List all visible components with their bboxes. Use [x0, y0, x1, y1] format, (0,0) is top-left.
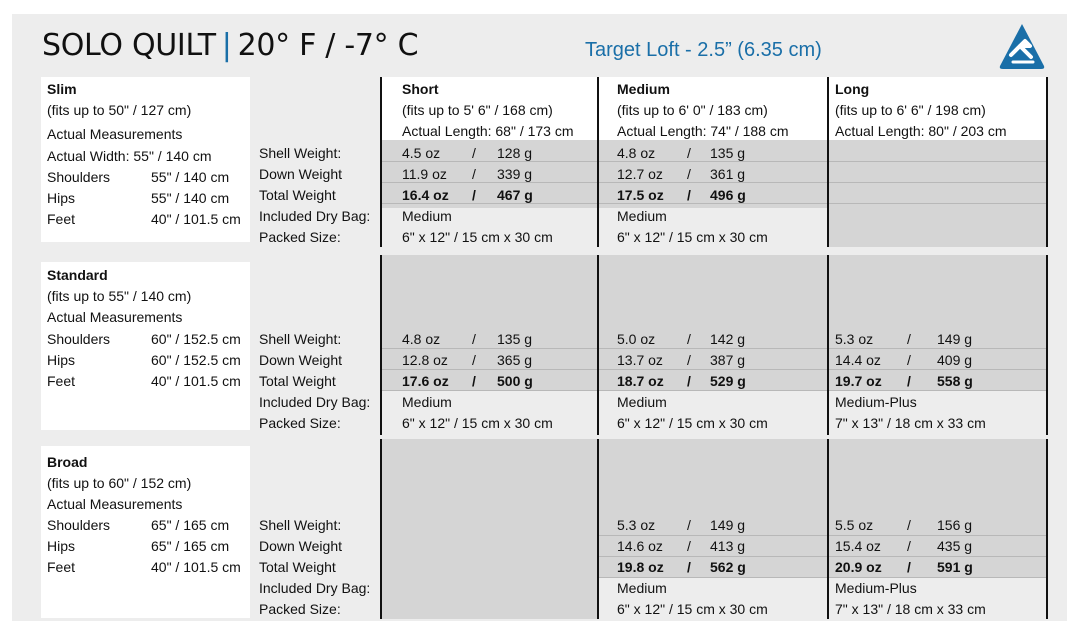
column-divider	[1046, 439, 1048, 619]
total-oz: 19.7 oz	[835, 373, 882, 389]
measure-label: Feet	[47, 559, 76, 575]
packed-size: 6" x 12" / 15 cm x 30 cm	[402, 229, 553, 245]
total-g: 500 g	[497, 373, 533, 389]
measure-label: Hips	[47, 538, 76, 554]
slash: /	[472, 352, 476, 368]
column-divider	[380, 77, 382, 247]
width-broad-name: Broad	[47, 454, 88, 470]
slim-long-cell-empty	[829, 140, 1046, 247]
shell-oz: 4.8 oz	[402, 331, 441, 347]
measure-label: Feet	[47, 373, 76, 389]
shell-oz: 5.3 oz	[835, 331, 874, 347]
down-g: 409 g	[937, 352, 973, 368]
dry-bag: Medium-Plus	[835, 580, 917, 596]
total-g: 496 g	[710, 187, 746, 203]
dry-bag: Medium	[617, 394, 667, 410]
slash: /	[472, 145, 476, 161]
down-oz: 13.7 oz	[617, 352, 663, 368]
row-rule	[382, 182, 1046, 183]
column-divider	[827, 77, 829, 247]
width-slim-actual-label: Actual Measurements	[47, 126, 183, 142]
slash: /	[472, 373, 476, 389]
dry-bag: Medium	[617, 580, 667, 596]
shell-oz: 4.5 oz	[402, 145, 441, 161]
target-loft: Target Loft - 2.5” (6.35 cm)	[585, 39, 822, 61]
measure-label: Feet	[47, 211, 76, 227]
packed-size: 6" x 12" / 15 cm x 30 cm	[617, 229, 768, 245]
width-broad-fits: (fits up to 60" / 152 cm)	[47, 475, 192, 491]
total-oz: 17.6 oz	[402, 373, 449, 389]
measure-value: 65" / 165 cm	[151, 517, 230, 533]
length-short-name: Short	[402, 81, 439, 97]
zpacks-mountain-logo-icon	[997, 22, 1047, 72]
width-broad-actual-label: Actual Measurements	[47, 496, 183, 512]
down-g: 413 g	[710, 538, 746, 554]
slash: /	[907, 538, 911, 554]
column-divider	[380, 439, 382, 619]
total-oz: 18.7 oz	[617, 373, 664, 389]
dry-bag: Medium-Plus	[835, 394, 917, 410]
slash: /	[687, 538, 691, 554]
row-rule	[382, 369, 1046, 370]
row-label-total: Total Weight	[259, 373, 336, 389]
down-g: 387 g	[710, 352, 746, 368]
row-rule	[598, 535, 1046, 536]
length-short-fits: (fits up to 5' 6" / 168 cm)	[402, 102, 553, 118]
total-g: 529 g	[710, 373, 746, 389]
measure-label: Shoulders	[47, 169, 111, 185]
slash: /	[687, 559, 691, 575]
slash: /	[687, 166, 691, 182]
down-g: 361 g	[710, 166, 746, 182]
total-g: 558 g	[937, 373, 973, 389]
row-label-total: Total Weight	[259, 187, 336, 203]
slash: /	[907, 559, 911, 575]
row-label-shell: Shell Weight:	[259, 331, 342, 347]
total-oz: 16.4 oz	[402, 187, 449, 203]
shell-oz: 4.8 oz	[617, 145, 656, 161]
row-label-shell: Shell Weight:	[259, 145, 342, 161]
slash: /	[472, 166, 476, 182]
width-standard-name: Standard	[47, 267, 108, 283]
shell-g: 156 g	[937, 517, 973, 533]
column-divider	[1046, 255, 1048, 435]
title-separator: |	[221, 28, 232, 63]
shell-g: 149 g	[710, 517, 746, 533]
row-label-packed: Packed Size:	[259, 229, 341, 245]
column-divider	[380, 255, 382, 435]
length-medium-name: Medium	[617, 81, 670, 97]
shell-g: 135 g	[497, 331, 533, 347]
down-oz: 14.4 oz	[835, 352, 881, 368]
measure-value: 40" / 101.5 cm	[151, 559, 241, 575]
measure-label: Shoulders	[47, 331, 111, 347]
shell-oz: 5.5 oz	[835, 517, 874, 533]
slash: /	[907, 352, 911, 368]
shell-oz: 5.0 oz	[617, 331, 656, 347]
dry-bag: Medium	[402, 394, 452, 410]
length-medium-fits: (fits up to 6' 0" / 183 cm)	[617, 102, 768, 118]
row-label-dry-bag: Included Dry Bag:	[259, 580, 371, 596]
column-divider	[597, 77, 599, 247]
row-label-down: Down Weight	[259, 166, 343, 182]
width-standard-fits: (fits up to 55" / 140 cm)	[47, 288, 192, 304]
width-standard-actual-label: Actual Measurements	[47, 309, 183, 325]
slash: /	[907, 331, 911, 347]
shell-g: 149 g	[937, 331, 973, 347]
width-slim-actual-width: Actual Width: 55" / 140 cm	[47, 148, 212, 164]
slash: /	[687, 331, 691, 347]
measure-value: 55" / 140 cm	[151, 190, 230, 206]
measure-label: Hips	[47, 352, 76, 368]
down-oz: 11.9 oz	[402, 166, 447, 182]
shell-g: 128 g	[497, 145, 533, 161]
down-g: 365 g	[497, 352, 533, 368]
measure-value: 60" / 152.5 cm	[151, 331, 241, 347]
total-g: 562 g	[710, 559, 746, 575]
row-label-down: Down Weight	[259, 352, 343, 368]
width-slim-fits: (fits up to 50" / 127 cm)	[47, 102, 192, 118]
slash: /	[687, 187, 691, 203]
down-oz: 12.8 oz	[402, 352, 448, 368]
row-rule	[382, 203, 1046, 204]
length-long-name: Long	[835, 81, 870, 97]
down-oz: 14.6 oz	[617, 538, 663, 554]
broad-short-cell-empty	[382, 439, 597, 619]
slash: /	[907, 517, 911, 533]
measure-value: 60" / 152.5 cm	[151, 352, 241, 368]
dry-bag: Medium	[617, 208, 667, 224]
slash: /	[472, 187, 476, 203]
down-g: 435 g	[937, 538, 973, 554]
measure-value: 40" / 101.5 cm	[151, 211, 241, 227]
row-rule	[598, 577, 1046, 578]
dry-bag: Medium	[402, 208, 452, 224]
row-label-dry-bag: Included Dry Bag:	[259, 394, 371, 410]
column-divider	[827, 439, 829, 619]
shell-g: 142 g	[710, 331, 746, 347]
column-divider	[827, 255, 829, 435]
total-g: 591 g	[937, 559, 973, 575]
total-g: 467 g	[497, 187, 533, 203]
measure-value: 65" / 165 cm	[151, 538, 230, 554]
shell-g: 135 g	[710, 145, 746, 161]
packed-size: 7" x 13" / 18 cm x 33 cm	[835, 415, 986, 431]
packed-size: 6" x 12" / 15 cm x 30 cm	[617, 601, 768, 617]
total-oz: 17.5 oz	[617, 187, 664, 203]
slash: /	[687, 352, 691, 368]
packed-size: 6" x 12" / 15 cm x 30 cm	[402, 415, 553, 431]
slash: /	[687, 517, 691, 533]
measure-value: 55" / 140 cm	[151, 169, 230, 185]
row-label-packed: Packed Size:	[259, 415, 341, 431]
length-long-actual: Actual Length: 80" / 203 cm	[835, 123, 1007, 139]
row-label-down: Down Weight	[259, 538, 343, 554]
row-label-total: Total Weight	[259, 559, 336, 575]
row-rule	[598, 556, 1046, 557]
down-g: 339 g	[497, 166, 533, 182]
row-rule	[382, 348, 1046, 349]
page-title	[42, 28, 418, 63]
row-rule	[382, 161, 1046, 162]
row-label-shell: Shell Weight:	[259, 517, 342, 533]
total-oz: 19.8 oz	[617, 559, 664, 575]
total-oz: 20.9 oz	[835, 559, 882, 575]
measure-label: Shoulders	[47, 517, 111, 533]
packed-size: 6" x 12" / 15 cm x 30 cm	[617, 415, 768, 431]
column-divider	[597, 439, 599, 619]
measure-label: Hips	[47, 190, 76, 206]
product-name: SOLO QUILT	[42, 28, 216, 63]
row-rule	[382, 390, 1046, 391]
slash: /	[907, 373, 911, 389]
row-label-packed: Packed Size:	[259, 601, 341, 617]
shell-oz: 5.3 oz	[617, 517, 656, 533]
down-oz: 15.4 oz	[835, 538, 881, 554]
slash: /	[687, 145, 691, 161]
row-label-dry-bag: Included Dry Bag:	[259, 208, 371, 224]
length-medium-actual: Actual Length: 74" / 188 cm	[617, 123, 789, 139]
column-divider	[597, 255, 599, 435]
length-short-actual: Actual Length: 68" / 173 cm	[402, 123, 574, 139]
slash: /	[687, 373, 691, 389]
down-oz: 12.7 oz	[617, 166, 663, 182]
slash: /	[472, 331, 476, 347]
packed-size: 7" x 13" / 18 cm x 33 cm	[835, 601, 986, 617]
width-slim-name: Slim	[47, 81, 77, 97]
column-divider	[1046, 77, 1048, 247]
temperature-rating: 20° F / -7° C	[237, 28, 419, 63]
measure-value: 40" / 101.5 cm	[151, 373, 241, 389]
length-long-fits: (fits up to 6' 6" / 198 cm)	[835, 102, 986, 118]
